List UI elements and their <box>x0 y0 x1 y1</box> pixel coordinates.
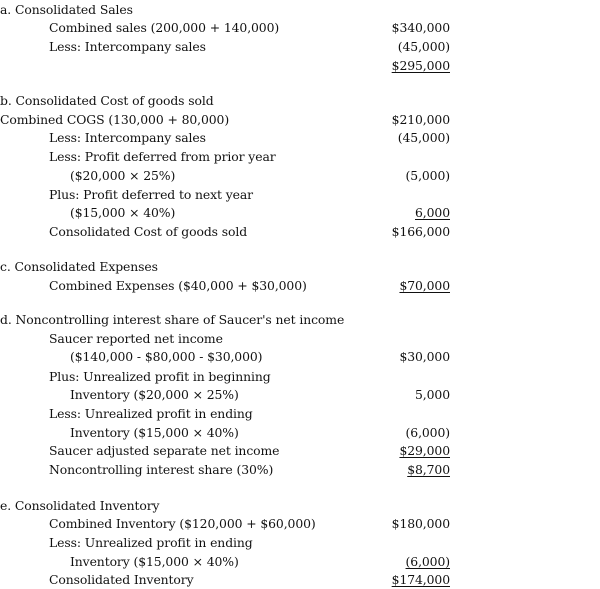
section-b-heading-row <box>0 92 600 110</box>
line-amount: (5,000) <box>405 168 450 183</box>
total-row <box>0 57 600 75</box>
line-item <box>0 19 600 37</box>
section-heading: a. Consolidated Sales <box>0 2 133 17</box>
line-amount: (45,000) <box>397 130 450 145</box>
line-item <box>0 515 600 533</box>
line-amount: 6,000 <box>415 205 450 220</box>
line-item <box>0 186 600 204</box>
line-item <box>0 129 600 147</box>
line-label: Less: Unrealized profit in ending <box>49 535 253 550</box>
section-heading: c. Consolidated Expenses <box>0 259 158 274</box>
line-label: Consolidated Inventory <box>49 572 194 587</box>
line-label: ($15,000 × 40%) <box>70 205 176 220</box>
total-row <box>0 223 600 241</box>
line-label: Less: Profit deferred from prior year <box>49 149 276 164</box>
line-amount: $29,000 <box>399 443 450 458</box>
line-item <box>0 534 600 552</box>
line-label: ($140,000 - $80,000 - $30,000) <box>70 349 263 364</box>
line-item <box>0 148 600 166</box>
line-amount: (45,000) <box>397 39 450 54</box>
section-a-heading-row <box>0 1 600 19</box>
line-item <box>0 38 600 56</box>
line-amount: (6,000) <box>405 425 450 440</box>
line-label: Combined COGS (130,000 + 80,000) <box>0 112 230 127</box>
line-label: Inventory ($20,000 × 25%) <box>70 387 239 402</box>
line-item <box>0 405 600 423</box>
line-item <box>0 442 600 460</box>
line-label: Noncontrolling interest share (30%) <box>49 462 274 477</box>
line-item <box>0 553 600 571</box>
line-amount: (6,000) <box>405 554 450 569</box>
line-label: Plus: Profit deferred to next year <box>49 187 254 202</box>
section-heading: e. Consolidated Inventory <box>0 498 160 513</box>
total-amount: $8,700 <box>407 462 450 477</box>
line-item <box>0 111 600 129</box>
line-item <box>0 386 600 404</box>
line-amount: $340,000 <box>391 20 450 35</box>
total-row <box>0 571 600 589</box>
line-item <box>0 348 600 366</box>
total-row <box>0 461 600 479</box>
line-label: Inventory ($15,000 × 40%) <box>70 554 239 569</box>
section-heading: b. Consolidated Cost of goods sold <box>0 93 214 108</box>
line-label: Saucer adjusted separate net income <box>49 443 280 458</box>
line-label: Less: Unrealized profit in ending <box>49 406 253 421</box>
line-amount: 5,000 <box>415 387 450 402</box>
total-amount: $295,000 <box>391 58 450 73</box>
line-amount: $180,000 <box>391 516 450 531</box>
line-amount: $30,000 <box>399 349 450 364</box>
line-label: Combined sales (200,000 + 140,000) <box>49 20 280 35</box>
line-label: ($20,000 × 25%) <box>70 168 176 183</box>
line-item <box>0 204 600 222</box>
line-label: Combined Expenses ($40,000 + $30,000) <box>49 278 307 293</box>
section-d-heading-row <box>0 311 600 329</box>
line-item <box>0 368 600 386</box>
line-item <box>0 424 600 442</box>
line-label: Inventory ($15,000 × 40%) <box>70 425 239 440</box>
line-item <box>0 330 600 348</box>
line-amount: $210,000 <box>391 112 450 127</box>
line-label: Saucer reported net income <box>49 331 223 346</box>
section-e-heading-row <box>0 497 600 515</box>
line-label: Combined Inventory ($120,000 + $60,000) <box>49 516 316 531</box>
total-amount: $70,000 <box>399 278 450 293</box>
section-c-heading-row <box>0 258 600 276</box>
line-label: Plus: Unrealized profit in beginning <box>49 369 271 384</box>
section-heading: d. Noncontrolling interest share of Saucer's net income <box>0 312 345 327</box>
line-label: Less: Intercompany sales <box>49 130 206 145</box>
total-amount: $174,000 <box>391 572 450 587</box>
line-item <box>0 167 600 185</box>
total-amount: $166,000 <box>391 224 450 239</box>
line-label: Consolidated Cost of goods sold <box>49 224 248 239</box>
line-label: Less: Intercompany sales <box>49 39 206 54</box>
total-row <box>0 277 600 295</box>
